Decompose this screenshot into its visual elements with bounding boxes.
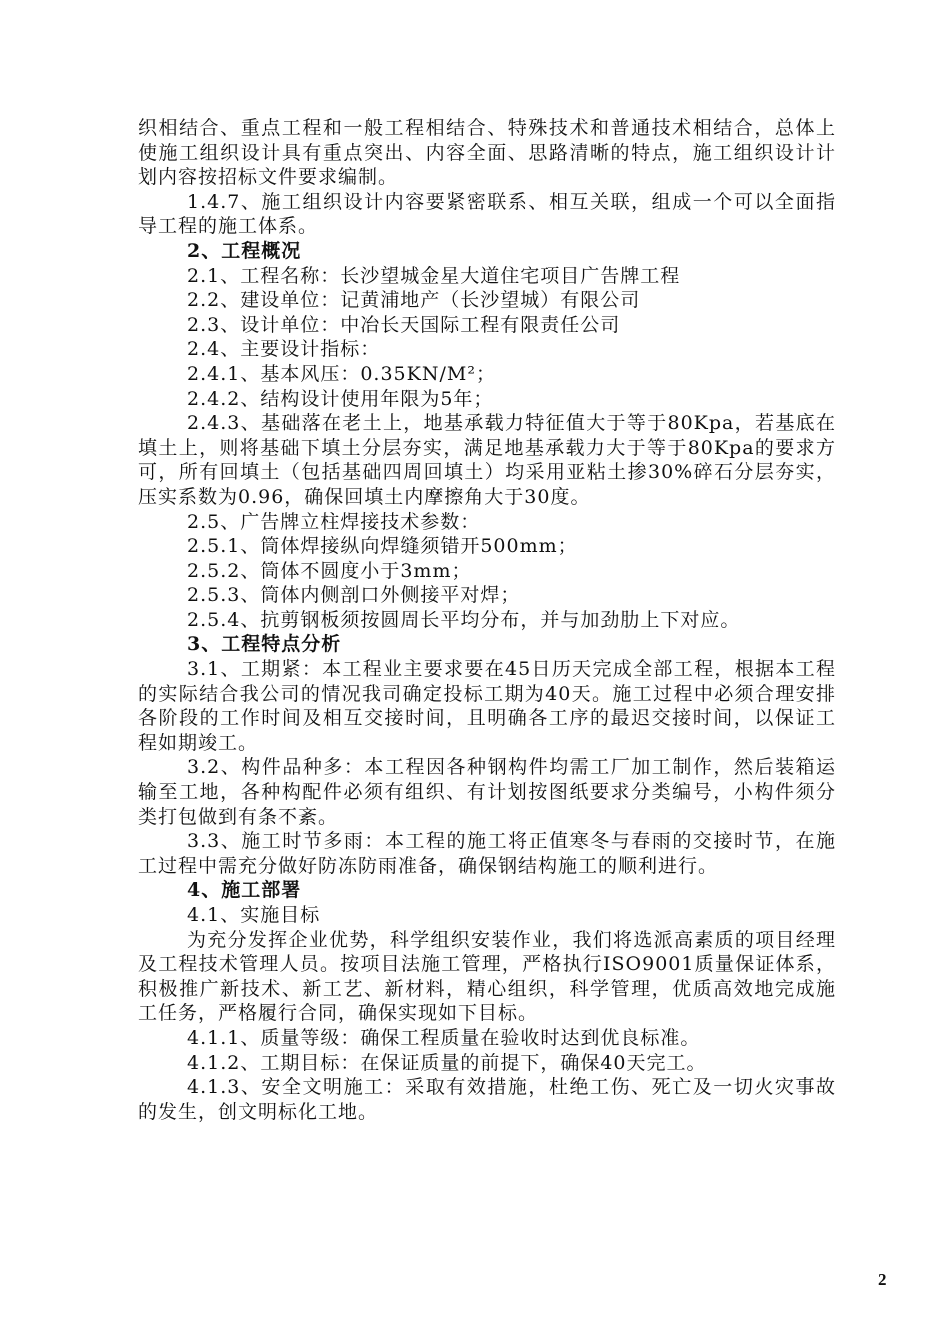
body-paragraph: 4.1.3、安全文明施工：采取有效措施，杜绝工伤、死亡及一切火灾事故的发生，创文明标化工地。 [138,1076,836,1123]
section-heading: 2、工程概况 [187,239,302,262]
section-heading: 4、施工部署 [187,879,302,902]
body-paragraph: 2.5.3、筒体内侧剖口外侧接平对焊； [187,584,521,607]
body-paragraph: 2.4.3、基础落在老土上，地基承载力特征值大于等于80Kpa，若基底在填土上，则将基础下填土分层夯实，满足地基承载力大于等于80Kpa的要求方可，所有回填土（包括基础四周回填土）均采用亚粘土掺30%碎石分层夯实，压实系数为0.96，确保回填土内摩擦角大于30度。 [138,412,836,508]
body-paragraph: 织相结合、重点工程和一般工程相结合、特殊技术和普通技术相结合，总体上使施工组织设计具有重点突出、内容全面、思路清晰的特点，施工组织设计计划内容按招标文件要求编制。 [138,117,836,189]
body-paragraph: 2.5.4、抗剪钢板须按圆周长平均分布，并与加劲肋上下对应。 [187,608,741,631]
body-paragraph: 4.1、实施目标 [187,904,321,926]
body-paragraph: 2.5、广告牌立柱焊接技术参数： [187,510,481,533]
body-paragraph: 2.1、工程名称：长沙望城金星大道住宅项目广告牌工程 [187,264,681,287]
body-paragraph: 2.5.2、筒体不圆度小于3mm； [187,559,472,582]
body-paragraph: 3.1、工期紧：本工程业主要求要在45日历天完成全部工程，根据本工程的实际结合我公司的情况我司确定投标工期为40天。施工过程中必须合理安排各阶段的工作时间及相互交接时间，且明确各工序的最迟交接时间，以保证工程如期竣工。 [138,658,836,754]
section-heading: 3、工程特点分析 [187,633,342,656]
body-paragraph: 2.2、建设单位：记黄浦地产（长沙望城）有限公司 [187,289,641,312]
body-paragraph: 2.4.2、结构设计使用年限为5年； [187,387,494,410]
body-paragraph: 4.1.1、质量等级：确保工程质量在验收时达到优良标准。 [187,1026,701,1049]
body-paragraph: 为充分发挥企业优势，科学组织安装作业，我们将选派高素质的项目经理及工程技术管理人员。按项目法施工管理，严格执行ISO9001质量保证体系，积极推广新技术、新工艺、新材料，精心组织，科学管理，优质高效地完成施工任务，严格履行合同，确保实现如下目标。 [138,928,836,1025]
body-paragraph: 2.3、设计单位：中冶长天国际工程有限责任公司 [187,313,621,336]
page-number: 2 [878,1270,887,1289]
body-paragraph: 3.2、构件品种多：本工程因各种钢构件均需工厂加工制作，然后装箱运输至工地，各种构配件必须有组织、有计划按图纸要求分类编号，小构件须分类打包做到有条不紊。 [138,756,836,828]
body-paragraph: 2.5.1、筒体焊接纵向焊缝须错开500mm； [187,535,578,558]
body-paragraph: 2.4、主要设计指标： [187,338,381,361]
body-paragraph: 1.4.7、施工组织设计内容要紧密联系、相互关联，组成一个可以全面指导工程的施工体系。 [138,190,836,238]
body-paragraph: 2.4.1、基本风压：0.35KN/M²； [187,362,496,385]
document-body [138,116,836,1124]
body-paragraph: 4.1.2、工期目标：在保证质量的前提下，确保40天完工。 [187,1051,707,1074]
body-paragraph: 3.3、施工时节多雨：本工程的施工将正值寒冬与春雨的交接时节，在施工过程中需充分做好防冻防雨准备，确保钢结构施工的顺利进行。 [138,830,836,877]
